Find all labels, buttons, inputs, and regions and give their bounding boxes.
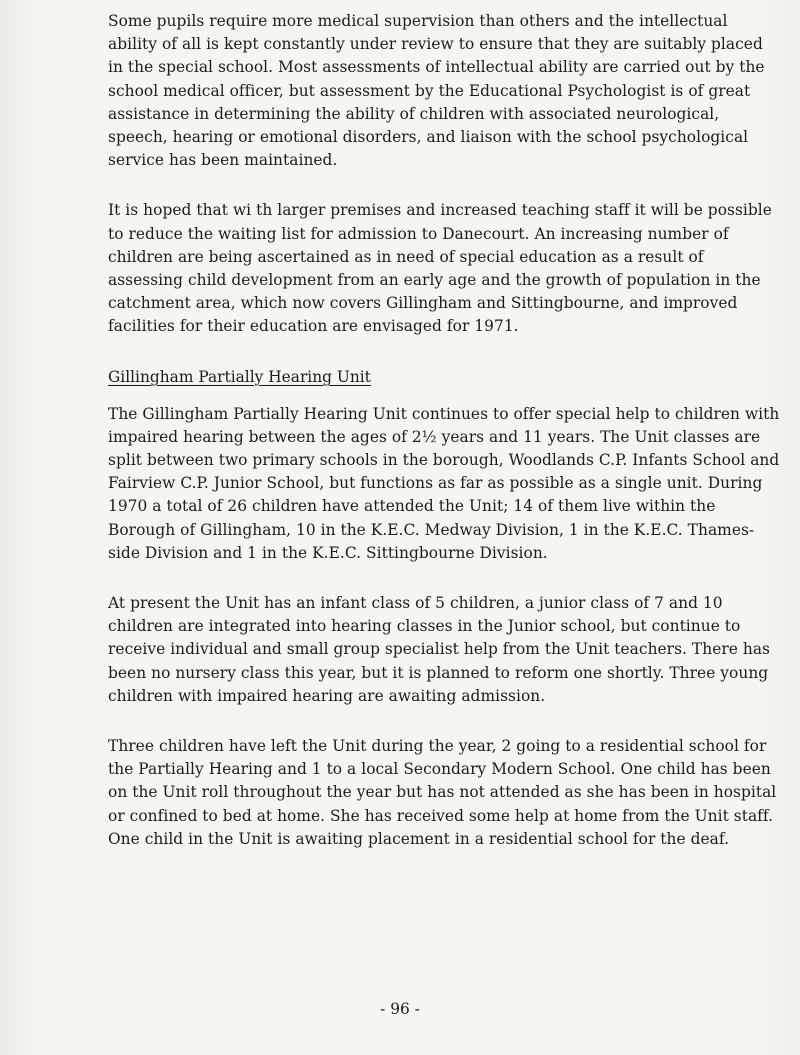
page-number: - 96 - <box>380 1000 420 1018</box>
paragraph-waiting-list: It is hoped that wi th larger premises and increased teaching staff it will be possible to reduce the waiting list for admission to Danecourt. An increasing number of children are being ascertained as in need of special education as a result of assessing child development from an early age and the growth of population in the catchment area, which now covers Gillingham and Sittingbourne, and improved facilities for their education are envisaged for 1971. <box>108 201 772 336</box>
paragraph-medical-supervision: Some pupils require more medical supervision than others and the intellectual ability of all is kept constantly under review to ensure that they are suitably placed in the special school. Most assessments of intellectual ability are carried out by the school medical officer, but assessment by the Educational Psychologist is of great assistance in determining the ability of children with associated neurological, speech, hearing or emotional disorders, and liaison with the school psychological service has been maintained. <box>108 12 765 170</box>
paragraph-unit-leavers: Three children have left the Unit during the year, 2 going to a residential school for the Partially Hearing and 1 to a local Secondary Modern School. One child has been on the Unit roll throughout the year but has not attended as she has been in hospital or confined to bed at home. She has received some help at home from the Unit staff. One child in the Unit is awaiting placement in a residential school for the deaf. <box>108 737 777 848</box>
section-heading: Gillingham Partially Hearing Unit <box>108 367 371 386</box>
paragraph-unit-overview: The Gillingham Partially Hearing Unit continues to offer special help to children with impaired hearing between the ages of 2½ years and 11 years. The Unit classes are split between two primary schools in the borough, Woodlands C.P. Infants School and Fairview C.P. Junior School, but functions as far as possible as a single unit. During 1970 a total of 26 children have attended the Unit; 14 of them live within the Borough of Gillingham, 10 in the K.E.C. Medway Division, 1 in the K.E.C. Thames-side Division and 1 in the K.E.C. Sittingbourne Division. <box>108 404 780 562</box>
paragraph-unit-classes: At present the Unit has an infant class of 5 children, a junior class of 7 and 10 children are integrated into hearing classes in the Junior school, but continue to receive individual and small group specialist help from the Unit teachers. There has been no nursery class this year, but it is planned to reform one shortly. Three young children with impaired hearing are awaiting admission. <box>108 594 771 705</box>
page-body <box>108 10 780 878</box>
